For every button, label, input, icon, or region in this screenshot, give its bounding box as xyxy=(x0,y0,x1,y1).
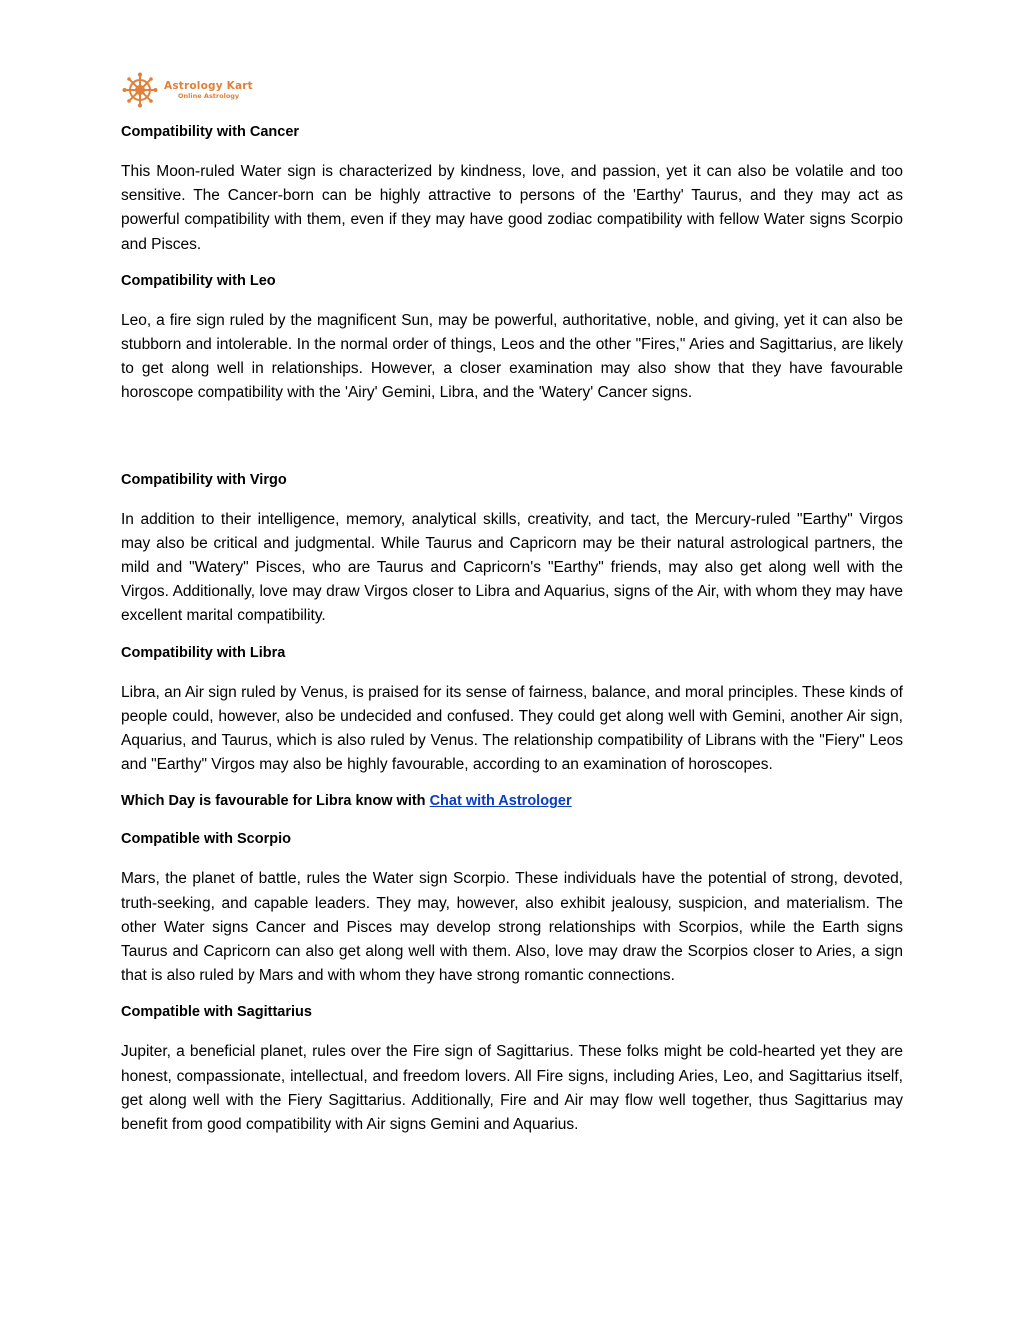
section-body-scorpio: Mars, the planet of battle, rules the Water sign Scorpio. These individuals have the potential of strong, devoted, truth-seeking, and capable leaders. They may, however, also exhibit jealousy, suspicion, and materialism. The other Water signs Cancer and Pisces may develop strong relationships with Scorpios, while the Earth signs Taurus and Capricorn can also get along well with them. Also, love may draw the Scorpios closer to Aries, a sign that is also ruled by Mars and with whom they have strong romantic connections. xyxy=(121,870,903,985)
section-heading-virgo: Compatibility with Virgo xyxy=(121,471,287,488)
section-body-leo: Leo, a fire sign ruled by the magnificent Sun, may be powerful, authoritative, noble, and giving, yet it can also be stubborn and intolerable. In the normal order of things, Leos and the other "Fires," Aries and Sagittarius, are likely to get along well in relationships. However, a closer examination may also show that they have favourable horoscope compatibility with the 'Airy' Gemini, Libra, and the 'Watery' Cancer signs. xyxy=(121,311,903,402)
section-body-libra: Libra, an Air sign ruled by Venus, is praised for its sense of fairness, balance, and moral principles. These kinds of people could, however, also be undecided and confused. They could get along well with Gemini, another Air sign, Aquarius, and Taurus, which is also ruled by Venus. The relationship compatibility of Librans with the "Fiery" Leos and "Earthy" Virgos may also be highly favourable, according to an examination of horoscopes. xyxy=(121,683,903,774)
cta-text: Which Day is favourable for Libra know with xyxy=(121,793,430,810)
section-body-cancer: This Moon-ruled Water sign is characterized by kindness, love, and passion, yet it can also be volatile and too sensitive. The Cancer-born can be highly attractive to persons of the 'Earthy' Taurus, and they may act as powerful compatibility with them, even if they may have good zodiac compatibility with fellow Water signs Scorpio and Pisces. xyxy=(121,163,903,253)
brand-logo[interactable] xyxy=(120,72,280,108)
article-body xyxy=(121,122,903,1151)
section-heading-cancer: Compatibility with Cancer xyxy=(121,124,300,140)
chakra-wheel-icon xyxy=(120,72,160,108)
logo-name: Astrology Kart xyxy=(164,79,253,92)
section-body-virgo: In addition to their intelligence, memory, analytical skills, creativity, and tact, the Mercury-ruled "Earthy" Virgos may also be critical and judgmental. While Taurus and Capricorn may be their natural astrological partners, the mild and "Watery" Pisces, who are Taurus and Capricorn's "Earthy" friends, may also get along well with the Virgos. Additionally, love may draw Virgos closer to Libra and Aquarius, signs of the Air, with whom they may have excellent marital compatibility. xyxy=(121,510,903,625)
logo-text xyxy=(164,81,253,100)
logo-tagline: Online Astrology xyxy=(178,92,240,100)
section-heading-scorpio: Compatible with Scorpio xyxy=(121,831,291,848)
blank-gap xyxy=(121,420,903,470)
section-heading-sagittarius: Compatible with Sagittarius xyxy=(121,1004,312,1021)
section-heading-leo: Compatibility with Leo xyxy=(121,272,276,289)
libra-cta-line xyxy=(121,791,903,811)
section-body-sagittarius: Jupiter, a beneficial planet, rules over the Fire sign of Sagittarius. These folks might be cold-hearted yet they are honest, compassionate, intellectual, and freedom lovers. All Fire signs, including Aries, Leo, and Sagittarius itself, get along well with the Fiery Sagittarius. Additionally, Fire and Air may flow well together, thus Sagittarius may benefit from good compatibility with Air signs Gemini and Aquarius. xyxy=(121,1043,903,1134)
chat-with-astrologer-link[interactable]: Chat with Astrologer xyxy=(429,793,572,810)
section-heading-libra: Compatibility with Libra xyxy=(121,644,286,661)
